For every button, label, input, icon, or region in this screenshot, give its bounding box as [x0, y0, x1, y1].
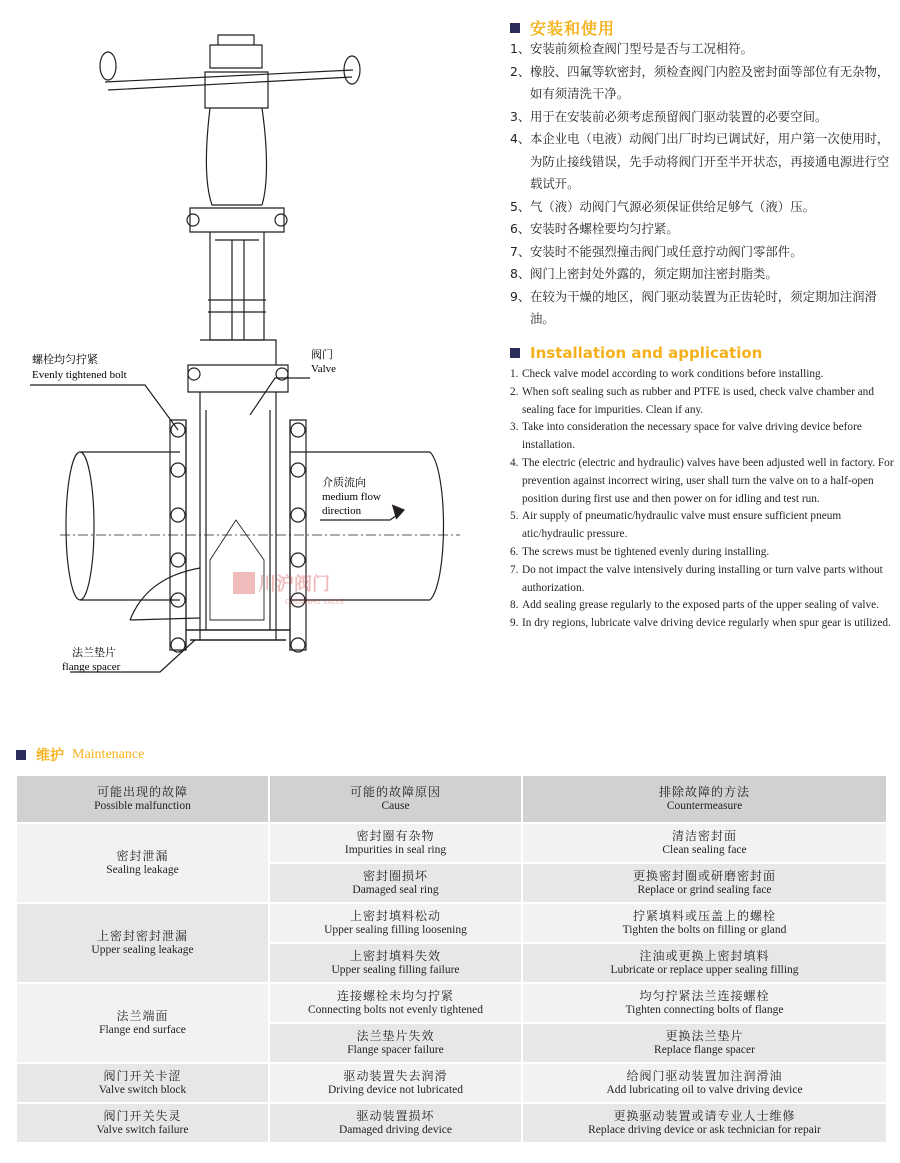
spacer-label-en: flange spacer [62, 661, 121, 673]
list-item: 7. Do not impact the valve intensively during installing or turn valve parts without authorization. [510, 563, 883, 594]
bolt-leader-line [30, 385, 178, 430]
valve-label-en: Valve [311, 363, 337, 375]
bolt-label-en: Evenly tightened bolt [32, 369, 127, 381]
fix-cell: 拧紧填料或压盖上的螺栓 Tighten the bolts on filling or gland [522, 903, 887, 943]
install-en-heading [510, 344, 762, 362]
install-cn-title: 安装和使用 [530, 19, 616, 38]
flange-bolts [171, 423, 305, 652]
fix-cell: 更换密封圈或研磨密封面 Replace or grind sealing face [522, 863, 887, 903]
malfunction-cell: 阀门开关卡涩 Valve switch block [16, 1063, 269, 1103]
fix-cell: 清洁密封面 Clean sealing face [522, 823, 887, 863]
maintenance-heading [16, 745, 144, 765]
list-item: 9. In dry regions, lubricate valve driving device regularly when spur gear is utilized. [510, 617, 891, 630]
flow-label-cn: 介质流向 [322, 477, 366, 489]
malfunction-cell: 法兰端面 Flange end surface [16, 983, 269, 1063]
install-cn-list [510, 38, 895, 331]
header-countermeasure: 排除故障的方法 Countermeasure [522, 775, 887, 823]
fix-cell: 均匀拧紧法兰连接螺栓 Tighten connecting bolts of flange [522, 983, 887, 1023]
pipe-left-section [80, 452, 180, 600]
gland-flange [188, 340, 288, 392]
valve-leader-line [250, 378, 310, 415]
spacer-gasket [186, 630, 290, 640]
list-item: 1、 安装前须检查阀门型号是否与工况相符。 [510, 41, 754, 56]
spacer-label-cn: 法兰垫片 [72, 647, 116, 659]
table-row [16, 903, 887, 943]
table-row [16, 1103, 887, 1143]
list-item: 9、 在较为干燥的地区，阀门驱动装置为正齿轮时，须定期加注润滑油。 [510, 288, 877, 326]
list-item: 7、 安装时不能强烈撞击阀门或任意拧动阀门零部件。 [510, 243, 803, 259]
table-row [16, 823, 887, 863]
list-item: 5、 气（液）动阀门气源必须保证供给足够气（液）压。 [510, 198, 815, 214]
cause-cell: 驱动装置失去润滑 Driving device not lubricated [269, 1063, 522, 1103]
pipe-right-end [430, 452, 444, 600]
valve-label-cn: 阀门 [311, 349, 333, 361]
table-row [16, 1063, 887, 1103]
malfunction-cell: 阀门开关失灵 Valve switch failure [16, 1103, 269, 1143]
cause-cell: 法兰垫片失效 Flange spacer failure [269, 1023, 522, 1063]
malfunction-cell: 密封泄漏 Sealing leakage [16, 823, 269, 903]
bullet-square-icon [16, 750, 26, 760]
list-item: 5. Air supply of pneumatic/hydraulic valve must ensure sufficient pneum atic/hydraulic pressure. [510, 510, 842, 541]
bonnet-column [206, 108, 266, 205]
cause-cell: 上密封填料松动 Upper sealing filling loosening [269, 903, 522, 943]
maintenance-title-cn: 维护 [36, 748, 64, 764]
handwheel-top-cap [210, 35, 262, 68]
flow-label-en-2: direction [322, 505, 362, 517]
cause-cell: 连接螺栓未均匀拧紧 Connecting bolts not evenly tightened [269, 983, 522, 1023]
fix-cell: 更换驱动装置或请专业人士维修 Replace driving device or ask technician for repair [522, 1103, 887, 1143]
header-cause: 可能的故障原因 Cause [269, 775, 522, 823]
cause-cell: 密封圈有杂物 Impurities in seal ring [269, 823, 522, 863]
header-malfunction: 可能出现的故障 Possible malfunction [16, 775, 269, 823]
list-item: 4、 本企业电（电液）动阀门出厂时均已调试好，用户第一次使用时，为防止接线错误，先手动将阀门开至半开状态，再接通电源进行空载试开。 [510, 131, 890, 191]
list-item: 1. Check valve model according to work conditions before installing. [510, 368, 824, 380]
list-item: 3. Take into consideration the necessary space for valve driving device before installation. [510, 421, 862, 452]
install-en-list [510, 366, 895, 633]
pipe-left-end [66, 452, 94, 600]
cause-cell: 上密封填料失效 Upper sealing filling failure [269, 943, 522, 983]
bonnet-flange [190, 208, 284, 232]
flow-label-en-1: medium flow [322, 491, 381, 503]
list-item: 6. The screws must be tightened evenly during installing. [510, 545, 770, 558]
fix-cell: 更换法兰垫片 Replace flange spacer [522, 1023, 887, 1063]
svg-text:川沪阀门: 川沪阀门 [258, 574, 330, 595]
list-item: 2. When soft sealing such as rubber and PTFE is used, check valve chamber and sealing face for impurities. Clean if any. [510, 385, 874, 416]
handwheel-hub [205, 72, 268, 108]
table-row [16, 983, 887, 1023]
chuanhu-watermark [233, 572, 344, 606]
handwheel-knob-left [100, 52, 116, 80]
list-item: 3、 用于在安装前必须考虑预留阀门驱动装置的必要空间。 [510, 108, 828, 124]
table-header-row [16, 775, 887, 823]
cause-cell: 驱动装置损坏 Damaged driving device [269, 1103, 522, 1143]
list-item: 8、 阀门上密封处外露的，须定期加注密封脂类。 [510, 266, 778, 281]
bullet-square-icon [510, 348, 520, 358]
list-item: 8. Add sealing grease regularly to the exposed parts of the upper sealing of valve. [510, 599, 879, 612]
install-cn-heading [510, 16, 615, 39]
maintenance-title-en: Maintenance [72, 747, 145, 762]
pipe-cutaway [130, 568, 200, 620]
list-item: 2、 橡胶、四氟等软密封，须检查阀门内腔及密封面等部位有无杂物，如有须清洗干净。 [510, 63, 890, 101]
maintenance-table [15, 774, 888, 1144]
handwheel-bar [105, 70, 353, 90]
fix-cell: 注油或更换上密封填料 Lubricate or replace upper sealing filling [522, 943, 887, 983]
valve-installation-diagram [0, 0, 500, 700]
install-en-title: Installation and application [530, 344, 763, 362]
bullet-square-icon [510, 23, 520, 33]
cause-cell: 密封圈损坏 Damaged seal ring [269, 863, 522, 903]
fix-cell: 给阀门驱动装置加注润滑油 Add lubricating oil to valve driving device [522, 1063, 887, 1103]
valve-body [186, 392, 290, 650]
list-item: 4. The electric (electric and hydraulic) valves have been adjusted well in factory. For prevention against incorrect wiring, user shall turn the valve on to a half-open position during first use and then power on for idling and test run. [510, 456, 894, 505]
malfunction-cell: 上密封密封泄漏 Upper sealing leakage [16, 903, 269, 983]
stem-housing [208, 232, 266, 340]
bolt-label-cn: 螺栓均匀拧紧 [32, 354, 98, 366]
list-item: 6、 安装时各螺栓要均匀拧紧。 [510, 221, 679, 236]
svg-text:CHUANHU VALVE: CHUANHU VALVE [285, 598, 345, 606]
